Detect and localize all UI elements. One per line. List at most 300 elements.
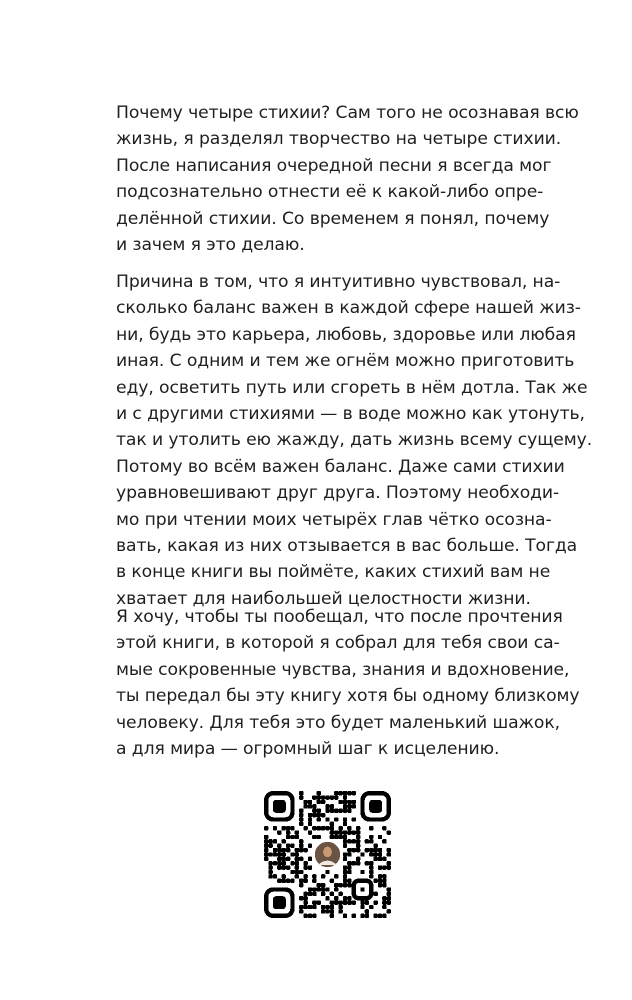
qr-module — [360, 914, 364, 918]
qr-module — [317, 813, 321, 817]
qr-module — [369, 874, 373, 878]
qr-module — [295, 865, 299, 869]
qr-module — [387, 887, 391, 891]
qr-module — [303, 879, 307, 883]
text-line: хватает для наибольшей целостности жизни. — [116, 588, 531, 609]
qr-finder-pattern — [354, 881, 372, 899]
qr-module — [330, 892, 334, 896]
qr-module — [356, 830, 360, 834]
qr-module — [303, 896, 307, 900]
qr-module — [308, 822, 312, 826]
qr-module — [308, 914, 312, 918]
qr-module — [360, 900, 364, 904]
qr-module — [286, 857, 290, 861]
qr-module — [360, 905, 364, 909]
text-line: сколько баланс важен в каждой сфере нашей жиз- — [116, 298, 581, 319]
qr-module — [268, 839, 272, 843]
qr-module — [330, 905, 334, 909]
qr-module — [312, 813, 316, 817]
qr-module — [343, 914, 347, 918]
qr-module — [312, 905, 316, 909]
qr-module — [378, 879, 382, 883]
text-line: а для мира — огромный шаг к исцелению. — [116, 739, 500, 760]
qr-module — [334, 835, 338, 839]
qr-module — [303, 865, 307, 869]
qr-module — [312, 804, 316, 808]
qr-module — [334, 817, 338, 821]
qr-module — [330, 822, 334, 826]
qr-module — [382, 826, 386, 830]
text-line: и зачем я это делаю. — [116, 235, 305, 256]
qr-module — [317, 887, 321, 891]
qr-module — [308, 865, 312, 869]
qr-module — [352, 914, 356, 918]
qr-module — [325, 795, 329, 799]
qr-module — [312, 892, 316, 896]
qr-module — [338, 800, 342, 804]
qr-module — [356, 861, 360, 865]
qr-module — [308, 892, 312, 896]
qr-module — [330, 809, 334, 813]
qr-module — [378, 914, 382, 918]
qr-module — [352, 848, 356, 852]
text-line: ни, будь это карьера, любовь, здоровье или любая — [116, 324, 576, 345]
qr-module — [286, 879, 290, 883]
text-line: так и утолить ею жажду, дать жизнь всему сущему. — [116, 430, 593, 451]
qr-module — [360, 852, 364, 856]
qr-module — [343, 839, 347, 843]
qr-module — [369, 839, 373, 843]
text-line: ты передал бы эту книгу хотя бы одному близкому — [116, 686, 580, 707]
qr-module — [338, 905, 342, 909]
qr-module — [365, 914, 369, 918]
qr-module — [308, 830, 312, 834]
qr-module — [347, 804, 351, 808]
qr-module — [373, 848, 377, 852]
qr-module — [325, 826, 329, 830]
qr-module — [312, 874, 316, 878]
qr-module — [277, 852, 281, 856]
qr-module — [347, 839, 351, 843]
qr-module — [343, 874, 347, 878]
qr-module — [268, 865, 272, 869]
qr-module — [343, 883, 347, 887]
qr-module — [308, 813, 312, 817]
qr-module — [352, 791, 356, 795]
qr-module — [334, 874, 338, 878]
qr-module — [295, 835, 299, 839]
qr-module — [317, 795, 321, 799]
qr-module — [308, 804, 312, 808]
qr-module — [365, 909, 369, 913]
qr-module — [295, 861, 299, 865]
qr-module — [347, 848, 351, 852]
qr-module — [356, 839, 360, 843]
qr-module — [382, 905, 386, 909]
qr-module — [387, 861, 391, 865]
qr-module — [286, 830, 290, 834]
qr-module — [321, 892, 325, 896]
qr-module — [338, 883, 342, 887]
qr-module — [378, 883, 382, 887]
qr-module — [352, 800, 356, 804]
qr-module — [308, 857, 312, 861]
qr-module — [321, 813, 325, 817]
paragraph-2 — [116, 269, 593, 612]
qr-module — [308, 844, 312, 848]
qr-module — [356, 826, 360, 830]
qr-module — [352, 861, 356, 865]
text-line: Потому во всём важен баланс. Даже сами стихии — [116, 456, 565, 477]
qr-module — [325, 909, 329, 913]
qr-module — [343, 857, 347, 861]
qr-module — [365, 900, 369, 904]
qr-module — [338, 826, 342, 830]
qr-module — [330, 879, 334, 883]
qr-module — [277, 861, 281, 865]
qr-module — [334, 887, 338, 891]
text-line: иная. С одним и тем же огнём можно приготовить — [116, 351, 575, 372]
qr-module — [382, 896, 386, 900]
qr-module — [286, 826, 290, 830]
qr-module — [382, 879, 386, 883]
qr-module — [273, 826, 277, 830]
qr-module — [268, 861, 272, 865]
qr-module — [312, 914, 316, 918]
qr-module — [282, 848, 286, 852]
qr-module — [308, 817, 312, 821]
qr-module — [264, 844, 268, 848]
qr-module — [378, 857, 382, 861]
qr-module — [334, 809, 338, 813]
qr-module — [312, 826, 316, 830]
qr-module — [295, 848, 299, 852]
qr-module — [343, 817, 347, 821]
qr-module — [317, 835, 321, 839]
qr-module — [312, 900, 316, 904]
qr-finder-pattern — [266, 890, 292, 916]
qr-module — [277, 865, 281, 869]
qr-module — [264, 857, 268, 861]
text-line: мо при чтении моих четырёх глав чётко осозна- — [116, 509, 552, 530]
qr-module — [312, 835, 316, 839]
qr-module — [343, 835, 347, 839]
qr-module — [295, 830, 299, 834]
qr-module — [343, 844, 347, 848]
qr-module — [317, 800, 321, 804]
qr-module — [334, 900, 338, 904]
qr-module — [334, 896, 338, 900]
qr-module — [286, 844, 290, 848]
qr-module — [312, 879, 316, 883]
qr-module — [303, 800, 307, 804]
qr-module — [277, 830, 281, 834]
qr-module — [347, 809, 351, 813]
qr-module — [317, 791, 321, 795]
qr-module — [299, 817, 303, 821]
text-line: Я хочу, чтобы ты пообещал, что после прочтения — [116, 607, 563, 627]
qr-module — [382, 839, 386, 843]
qr-module — [295, 874, 299, 878]
qr-module — [387, 865, 391, 869]
qr-module — [365, 861, 369, 865]
qr-module — [299, 870, 303, 874]
qr-module — [338, 835, 342, 839]
paragraph-1 — [116, 100, 579, 258]
text-line: жизнь, я разделял творчество на четыре стихии. — [116, 129, 562, 150]
qr-module — [347, 791, 351, 795]
qr-module — [343, 865, 347, 869]
qr-module — [299, 883, 303, 887]
qr-module — [325, 870, 329, 874]
qr-module — [273, 861, 277, 865]
qr-module — [303, 848, 307, 852]
qr-module — [303, 826, 307, 830]
qr-module — [282, 874, 286, 878]
qr-module — [356, 857, 360, 861]
qr-module — [352, 900, 356, 904]
qr-module — [347, 870, 351, 874]
qr-module — [352, 839, 356, 843]
qr-module — [299, 905, 303, 909]
qr-module — [317, 826, 321, 830]
qr-module — [334, 795, 338, 799]
qr-module — [347, 852, 351, 856]
qr-module — [378, 852, 382, 856]
qr-module — [282, 839, 286, 843]
qr-module — [312, 809, 316, 813]
qr-module — [338, 900, 342, 904]
qr-module — [330, 826, 334, 830]
qr-module — [378, 848, 382, 852]
qr-module — [325, 905, 329, 909]
qr-finder-pattern — [363, 793, 389, 819]
qr-code-graphic — [264, 791, 391, 918]
qr-module — [347, 883, 351, 887]
qr-module — [290, 879, 294, 883]
qr-module — [303, 874, 307, 878]
qr-module — [273, 852, 277, 856]
qr-module — [373, 844, 377, 848]
qr-module — [317, 817, 321, 821]
qr-module — [308, 905, 312, 909]
qr-module — [282, 879, 286, 883]
qr-module — [347, 879, 351, 883]
avatar-face — [323, 847, 332, 858]
qr-module — [369, 861, 373, 865]
qr-module — [365, 839, 369, 843]
qr-module — [387, 892, 391, 896]
paragraph-3 — [116, 604, 580, 762]
qr-module — [330, 830, 334, 834]
qr-module — [325, 887, 329, 891]
qr-module — [290, 835, 294, 839]
qr-module — [330, 795, 334, 799]
qr-module — [299, 879, 303, 883]
qr-module — [373, 914, 377, 918]
qr-module — [299, 791, 303, 795]
qr-module — [264, 839, 268, 843]
text-line: делённой стихии. Со временем я понял, почему — [116, 208, 550, 229]
qr-module — [277, 857, 281, 861]
text-line: Почему четыре стихии? Сам того не осознавая всю — [116, 103, 579, 123]
qr-module — [321, 883, 325, 887]
qr-module — [299, 795, 303, 799]
qr-module — [325, 817, 329, 821]
qr-module — [334, 883, 338, 887]
qr-module — [321, 887, 325, 891]
qr-module — [369, 826, 373, 830]
text-line: уравновешивают друг друга. Поэтому необходи- — [116, 483, 560, 504]
text-line: После написания очередной песни я всегда мог — [116, 155, 552, 176]
qr-module — [347, 861, 351, 865]
qr-module — [373, 892, 377, 896]
qr-module — [303, 861, 307, 865]
qr-module — [264, 852, 268, 856]
qr-module — [338, 830, 342, 834]
qr-module — [356, 848, 360, 852]
qr-module — [387, 896, 391, 900]
qr-module — [282, 857, 286, 861]
qr-module — [303, 804, 307, 808]
qr-module — [369, 848, 373, 852]
text-line: и с другими стихиями — в воде можно как утонуть, — [116, 404, 585, 425]
qr-module — [290, 861, 294, 865]
qr-module — [343, 809, 347, 813]
qr-module — [330, 900, 334, 904]
qr-module — [264, 835, 268, 839]
qr-module — [343, 852, 347, 856]
qr-module — [268, 852, 272, 856]
qr-module — [373, 900, 377, 904]
qr-module — [321, 795, 325, 799]
qr-module — [299, 809, 303, 813]
qr-module — [356, 844, 360, 848]
qr-module — [343, 900, 347, 904]
qr-module — [387, 900, 391, 904]
qr-module — [352, 830, 356, 834]
qr-module — [352, 817, 356, 821]
qr-module — [347, 830, 351, 834]
qr-module — [338, 909, 342, 913]
qr-module — [268, 874, 272, 878]
qr-module — [325, 896, 329, 900]
qr-module — [373, 852, 377, 856]
qr-module — [299, 844, 303, 848]
qr-module — [277, 848, 281, 852]
qr-module — [343, 879, 347, 883]
text-line: мые сокровенные чувства, знания и вдохновение, — [116, 659, 570, 680]
qr-module — [382, 874, 386, 878]
qr-module — [330, 914, 334, 918]
qr-module — [343, 870, 347, 874]
qr-module — [373, 879, 377, 883]
text-line: подсознательно отнести её к какой-либо опре- — [116, 182, 544, 203]
qr-module — [343, 795, 347, 799]
qr-module — [382, 857, 386, 861]
qr-module — [317, 883, 321, 887]
qr-finder-pattern — [266, 793, 292, 819]
qr-module — [382, 914, 386, 918]
qr-module — [317, 900, 321, 904]
qr-module — [286, 835, 290, 839]
qr-module — [299, 857, 303, 861]
qr-module — [290, 826, 294, 830]
qr-module — [369, 905, 373, 909]
qr-code-icon[interactable] — [264, 791, 391, 918]
qr-module — [365, 848, 369, 852]
qr-module — [299, 848, 303, 852]
qr-module — [303, 914, 307, 918]
qr-module — [308, 800, 312, 804]
qr-module — [360, 870, 364, 874]
qr-module — [273, 874, 277, 878]
qr-module — [347, 896, 351, 900]
qr-module — [325, 804, 329, 808]
qr-module — [282, 865, 286, 869]
qr-module — [303, 892, 307, 896]
qr-module — [264, 826, 268, 830]
qr-module — [290, 870, 294, 874]
qr-module — [277, 844, 281, 848]
qr-module — [382, 900, 386, 904]
qr-module — [330, 804, 334, 808]
qr-module — [295, 852, 299, 856]
qr-module — [299, 896, 303, 900]
qr-module — [295, 870, 299, 874]
qr-module — [330, 909, 334, 913]
qr-module — [347, 800, 351, 804]
qr-module — [338, 809, 342, 813]
qr-module — [299, 813, 303, 817]
qr-module — [334, 830, 338, 834]
qr-module — [369, 852, 373, 856]
qr-module — [343, 804, 347, 808]
qr-module — [343, 830, 347, 834]
qr-module — [343, 822, 347, 826]
qr-module — [286, 865, 290, 869]
qr-module — [387, 909, 391, 913]
qr-module — [273, 848, 277, 852]
qr-module — [369, 865, 373, 869]
qr-module — [268, 870, 272, 874]
qr-module — [308, 887, 312, 891]
qr-module — [317, 809, 321, 813]
qr-module — [343, 896, 347, 900]
qr-module — [347, 826, 351, 830]
qr-module — [387, 848, 391, 852]
text-line: этой книги, в которой я собрал для тебя свои са- — [116, 633, 560, 654]
qr-module — [282, 852, 286, 856]
qr-module — [338, 892, 342, 896]
qr-module — [312, 795, 316, 799]
qr-module — [286, 848, 290, 852]
qr-module — [312, 887, 316, 891]
qr-module — [277, 879, 281, 883]
qr-module — [378, 874, 382, 878]
qr-module — [290, 844, 294, 848]
qr-module — [369, 835, 373, 839]
qr-module — [373, 857, 377, 861]
qr-module — [347, 900, 351, 904]
qr-module — [352, 804, 356, 808]
qr-module — [282, 826, 286, 830]
qr-module — [347, 865, 351, 869]
qr-module — [273, 839, 277, 843]
qr-module — [282, 861, 286, 865]
qr-module — [387, 852, 391, 856]
qr-module — [295, 857, 299, 861]
